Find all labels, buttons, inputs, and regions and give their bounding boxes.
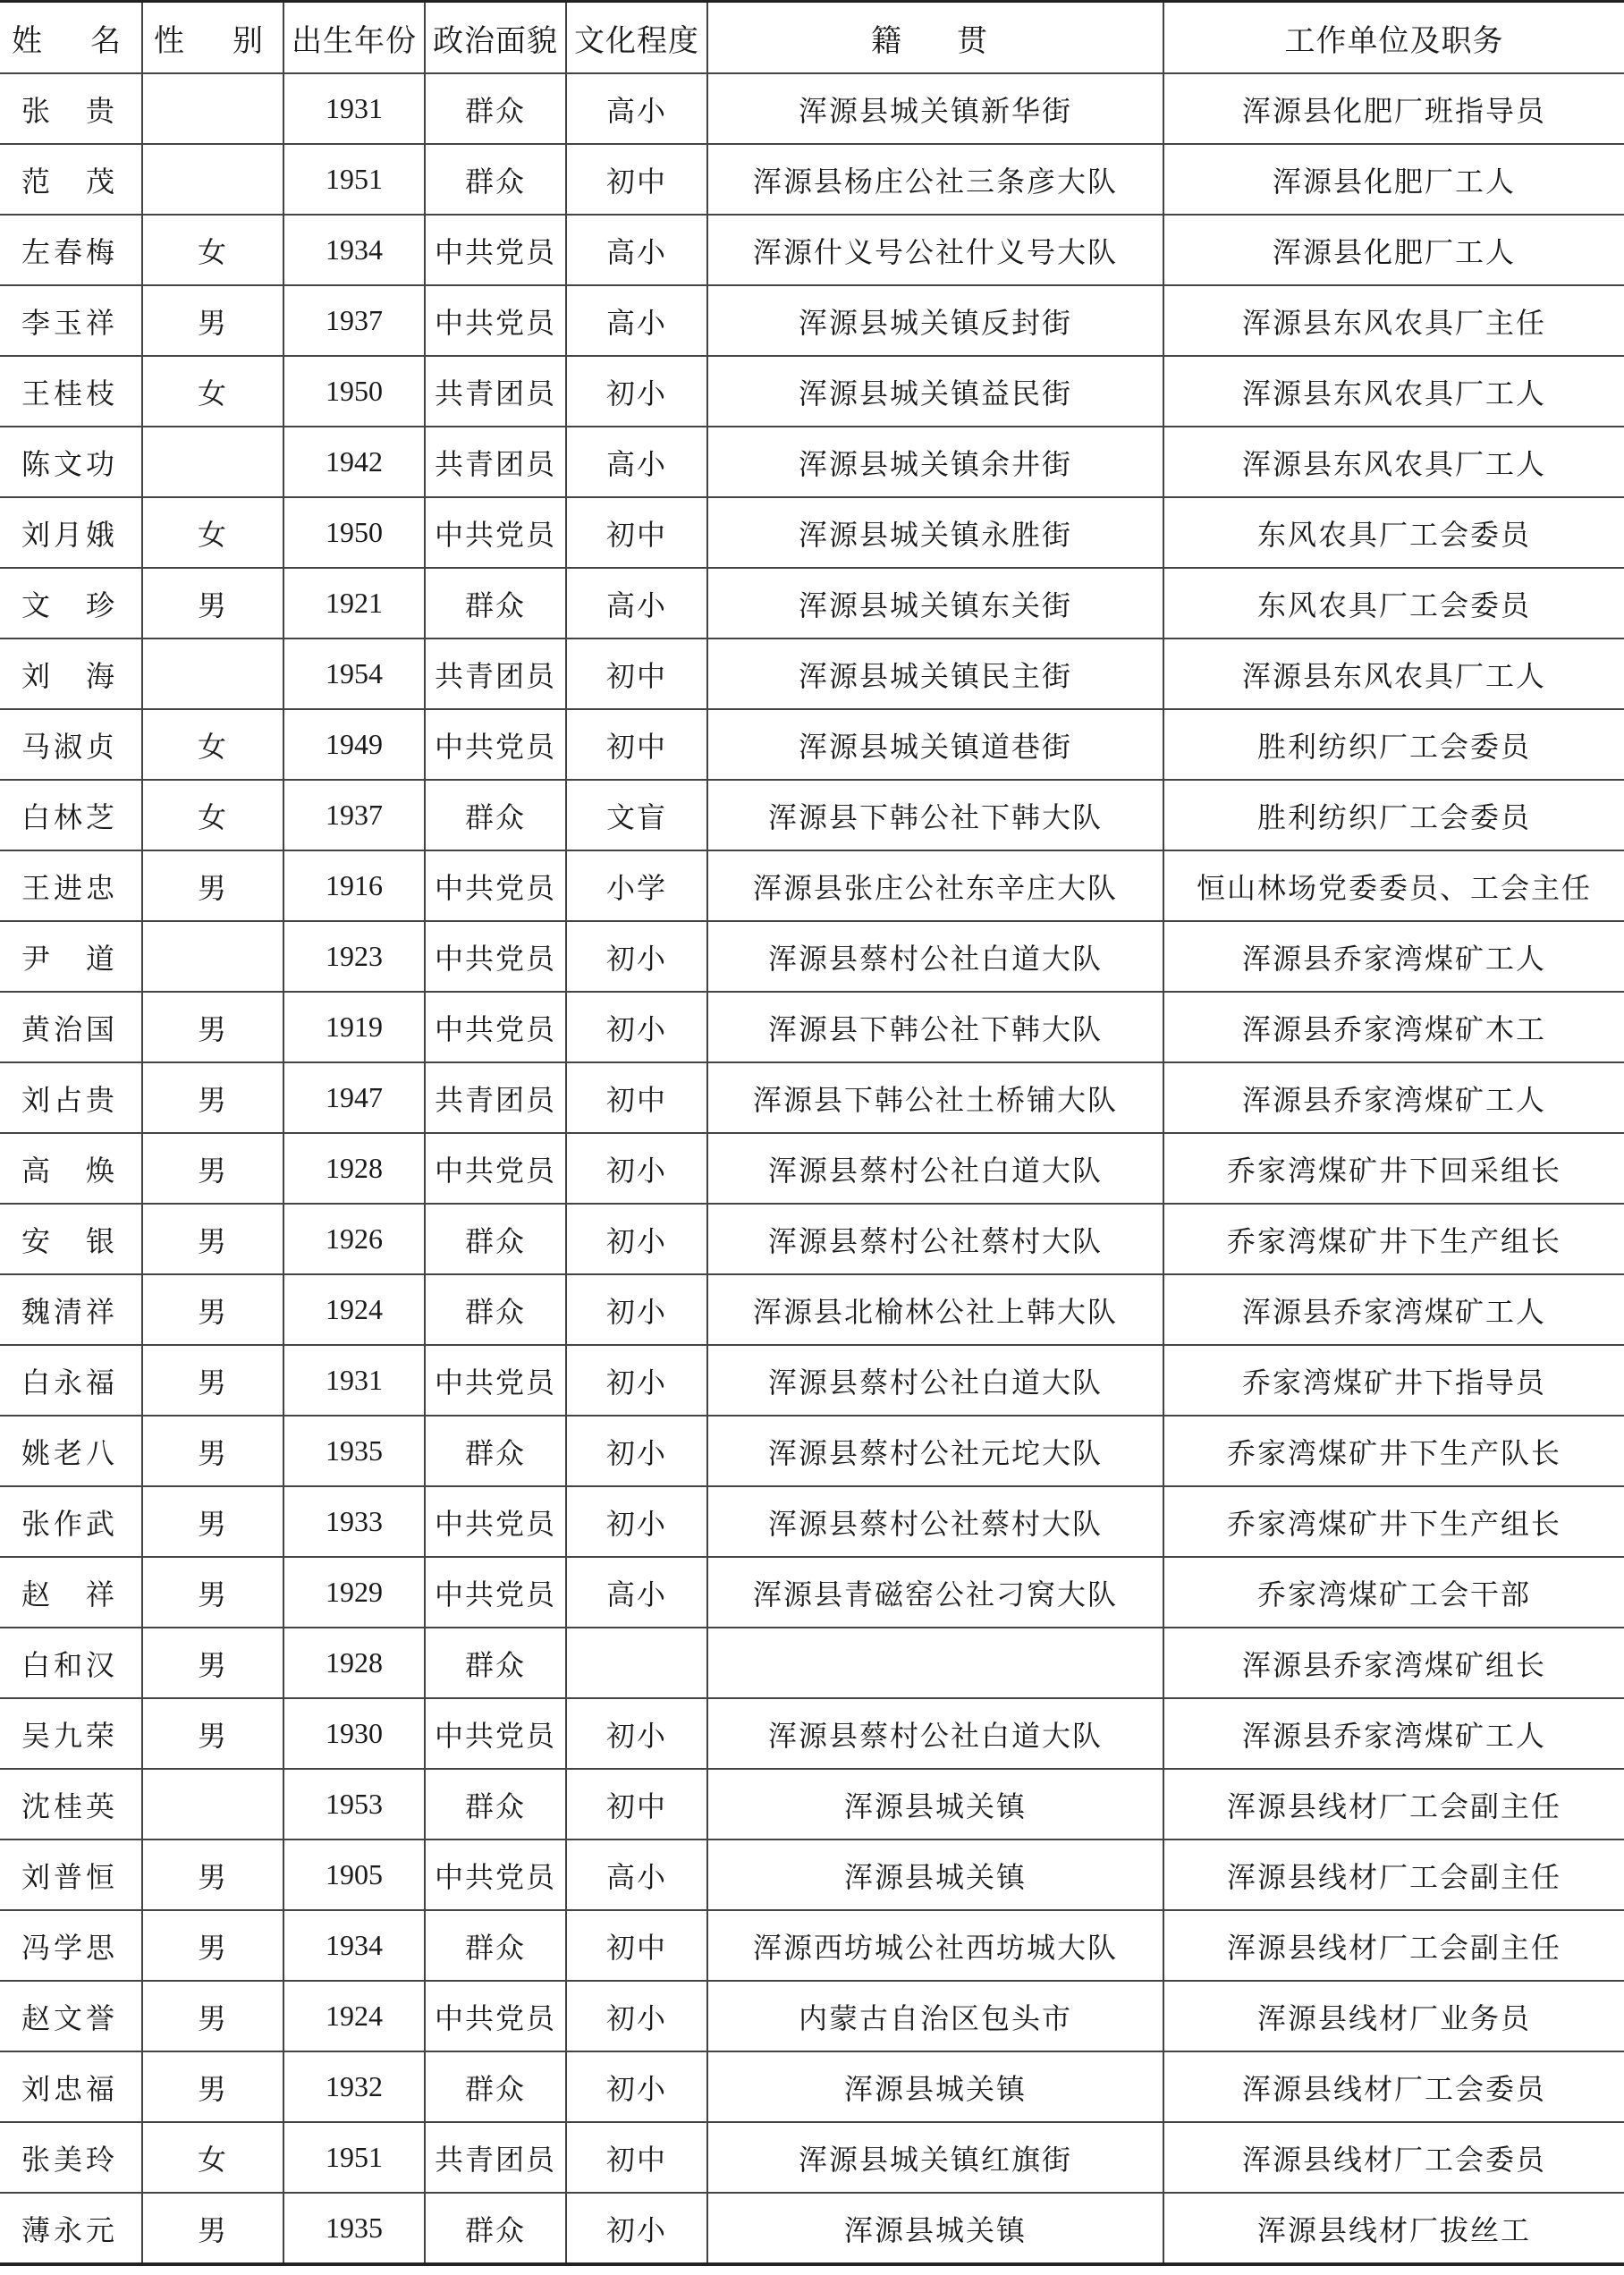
- table-row: [0, 1628, 1624, 1698]
- cell-gender: 女: [142, 215, 283, 285]
- cell-gender: 男: [142, 1698, 283, 1769]
- cell-political-status: 中共党员: [425, 992, 566, 1062]
- table-row: [0, 639, 1624, 709]
- cell-gender: 男: [142, 1133, 283, 1204]
- cell-gender: 男: [142, 1274, 283, 1345]
- cell-native-place: 浑源县城关镇: [707, 1839, 1163, 1910]
- cell-workplace-position: 恒山林场党委委员、工会主任: [1163, 850, 1624, 921]
- cell-education: 初小: [566, 1698, 707, 1769]
- cell-workplace-position: 浑源县线材厂工会副主任: [1163, 1839, 1624, 1910]
- cell-name: 吴九荣: [0, 1698, 142, 1769]
- cell-workplace-position: 浑源县乔家湾煤矿木工: [1163, 992, 1624, 1062]
- cell-birth-year: 1934: [283, 215, 425, 285]
- cell-name: 赵 祥: [0, 1557, 142, 1628]
- cell-gender: 女: [142, 709, 283, 780]
- cell-political-status: 群众: [425, 1204, 566, 1274]
- cell-birth-year: 1931: [283, 1345, 425, 1416]
- cell-political-status: 共青团员: [425, 427, 566, 497]
- table-row: [0, 427, 1624, 497]
- table-row: [0, 1981, 1624, 2051]
- cell-native-place: 浑源县蔡村公社白道大队: [707, 921, 1163, 992]
- cell-gender: 男: [142, 2193, 283, 2264]
- cell-education: 初小: [566, 1416, 707, 1486]
- cell-name: 范 茂: [0, 144, 142, 215]
- cell-political-status: 群众: [425, 1274, 566, 1345]
- cell-birth-year: 1953: [283, 1769, 425, 1839]
- table-row: [0, 2122, 1624, 2193]
- cell-name: 文 珍: [0, 568, 142, 639]
- cell-native-place: 浑源县城关镇道巷街: [707, 709, 1163, 780]
- cell-education: 初中: [566, 1062, 707, 1133]
- cell-education: 高小: [566, 568, 707, 639]
- cell-birth-year: 1926: [283, 1204, 425, 1274]
- cell-birth-year: 1905: [283, 1839, 425, 1910]
- cell-workplace-position: 乔家湾煤矿井下生产组长: [1163, 1486, 1624, 1557]
- cell-birth-year: 1932: [283, 2051, 425, 2122]
- cell-political-status: 中共党员: [425, 1486, 566, 1557]
- cell-birth-year: 1949: [283, 709, 425, 780]
- cell-gender: 男: [142, 992, 283, 1062]
- cell-education: 初小: [566, 356, 707, 427]
- cell-education: 文盲: [566, 780, 707, 850]
- cell-workplace-position: 浑源县化肥厂工人: [1163, 215, 1624, 285]
- cell-native-place: 浑源县城关镇新华街: [707, 73, 1163, 144]
- cell-name: 张作武: [0, 1486, 142, 1557]
- cell-name: 马淑贞: [0, 709, 142, 780]
- cell-education: 初小: [566, 1981, 707, 2051]
- cell-birth-year: 1947: [283, 1062, 425, 1133]
- table-row: [0, 2193, 1624, 2264]
- cell-education: [566, 1628, 707, 1698]
- cell-native-place: 浑源县蔡村公社白道大队: [707, 1345, 1163, 1416]
- cell-workplace-position: 胜利纺织厂工会委员: [1163, 709, 1624, 780]
- cell-native-place: 浑源县蔡村公社白道大队: [707, 1133, 1163, 1204]
- table-row: [0, 1910, 1624, 1981]
- cell-political-status: 中共党员: [425, 1698, 566, 1769]
- cell-birth-year: 1935: [283, 2193, 425, 2264]
- cell-gender: [142, 73, 283, 144]
- cell-birth-year: 1942: [283, 427, 425, 497]
- cell-gender: 男: [142, 1204, 283, 1274]
- cell-political-status: 群众: [425, 2051, 566, 2122]
- cell-workplace-position: 浑源县东风农具厂工人: [1163, 356, 1624, 427]
- cell-birth-year: 1924: [283, 1981, 425, 2051]
- cell-workplace-position: 浑源县线材厂工会委员: [1163, 2051, 1624, 2122]
- table-row: [0, 1133, 1624, 1204]
- cell-native-place: 浑源县城关镇反封街: [707, 285, 1163, 356]
- cell-workplace-position: 浑源县化肥厂工人: [1163, 144, 1624, 215]
- header-birth-year: 出生年份: [283, 2, 425, 74]
- cell-gender: 男: [142, 850, 283, 921]
- header-education: 文化程度: [566, 2, 707, 74]
- cell-education: 初小: [566, 1133, 707, 1204]
- cell-workplace-position: 浑源县乔家湾煤矿组长: [1163, 1628, 1624, 1698]
- cell-political-status: 中共党员: [425, 1345, 566, 1416]
- header-gender: 性 别: [142, 2, 283, 74]
- cell-gender: 男: [142, 1910, 283, 1981]
- table-row: [0, 1486, 1624, 1557]
- cell-name: 王桂枝: [0, 356, 142, 427]
- cell-birth-year: 1924: [283, 1274, 425, 1345]
- cell-native-place: 浑源县城关镇: [707, 2051, 1163, 2122]
- cell-workplace-position: 浑源县东风农具厂工人: [1163, 427, 1624, 497]
- cell-name: 沈桂英: [0, 1769, 142, 1839]
- cell-political-status: 中共党员: [425, 1133, 566, 1204]
- cell-political-status: 共青团员: [425, 2122, 566, 2193]
- cell-native-place: 浑源县蔡村公社元坨大队: [707, 1416, 1163, 1486]
- cell-gender: 男: [142, 1416, 283, 1486]
- cell-gender: [142, 921, 283, 992]
- cell-education: 初中: [566, 709, 707, 780]
- cell-name: 白林芝: [0, 780, 142, 850]
- table-row: [0, 709, 1624, 780]
- cell-education: 小学: [566, 850, 707, 921]
- cell-workplace-position: 乔家湾煤矿工会干部: [1163, 1557, 1624, 1628]
- table-row: [0, 285, 1624, 356]
- cell-political-status: 群众: [425, 780, 566, 850]
- table-row: [0, 921, 1624, 992]
- cell-gender: 男: [142, 1345, 283, 1416]
- cell-workplace-position: 浑源县线材厂工会副主任: [1163, 1910, 1624, 1981]
- cell-gender: 男: [142, 1981, 283, 2051]
- cell-education: 初小: [566, 1486, 707, 1557]
- cell-name: 高 焕: [0, 1133, 142, 1204]
- table-row: [0, 992, 1624, 1062]
- cell-native-place: 浑源县城关镇永胜街: [707, 497, 1163, 568]
- cell-gender: 男: [142, 2051, 283, 2122]
- cell-name: 黄治国: [0, 992, 142, 1062]
- table-row: [0, 2051, 1624, 2122]
- cell-native-place: 浑源县城关镇东关街: [707, 568, 1163, 639]
- cell-education: 高小: [566, 285, 707, 356]
- cell-gender: 男: [142, 1628, 283, 1698]
- cell-birth-year: 1954: [283, 639, 425, 709]
- table-body: [0, 73, 1624, 2264]
- cell-native-place: 浑源西坊城公社西坊城大队: [707, 1910, 1163, 1981]
- cell-education: 初中: [566, 497, 707, 568]
- cell-education: 高小: [566, 1839, 707, 1910]
- cell-workplace-position: 浑源县线材厂工会副主任: [1163, 1769, 1624, 1839]
- cell-gender: 女: [142, 497, 283, 568]
- header-native-place: 籍 贯: [707, 2, 1163, 74]
- table-row: [0, 215, 1624, 285]
- cell-political-status: 中共党员: [425, 1557, 566, 1628]
- cell-name: 刘占贵: [0, 1062, 142, 1133]
- cell-name: 刘月娥: [0, 497, 142, 568]
- table-row: [0, 1274, 1624, 1345]
- cell-native-place: 浑源县北榆林公社上韩大队: [707, 1274, 1163, 1345]
- table-row: [0, 568, 1624, 639]
- cell-education: 初中: [566, 2122, 707, 2193]
- cell-birth-year: 1951: [283, 144, 425, 215]
- cell-birth-year: 1937: [283, 285, 425, 356]
- cell-birth-year: 1923: [283, 921, 425, 992]
- table-header-row: [0, 2, 1624, 74]
- table-row: [0, 1557, 1624, 1628]
- cell-workplace-position: 浑源县化肥厂班指导员: [1163, 73, 1624, 144]
- table-row: [0, 1839, 1624, 1910]
- cell-name: 尹 道: [0, 921, 142, 992]
- cell-education: 初小: [566, 1274, 707, 1345]
- cell-birth-year: 1916: [283, 850, 425, 921]
- cell-name: 冯学思: [0, 1910, 142, 1981]
- cell-workplace-position: 浑源县线材厂业务员: [1163, 1981, 1624, 2051]
- cell-education: 高小: [566, 73, 707, 144]
- cell-birth-year: 1930: [283, 1698, 425, 1769]
- table-row: [0, 144, 1624, 215]
- cell-gender: [142, 1769, 283, 1839]
- cell-gender: [142, 639, 283, 709]
- cell-name: 左春梅: [0, 215, 142, 285]
- cell-political-status: 中共党员: [425, 850, 566, 921]
- cell-native-place: 浑源县城关镇余井街: [707, 427, 1163, 497]
- cell-education: 高小: [566, 427, 707, 497]
- cell-gender: 女: [142, 780, 283, 850]
- cell-birth-year: 1935: [283, 1416, 425, 1486]
- cell-political-status: 中共党员: [425, 1839, 566, 1910]
- cell-native-place: 浑源县张庄公社东辛庄大队: [707, 850, 1163, 921]
- cell-birth-year: 1933: [283, 1486, 425, 1557]
- cell-workplace-position: 浑源县东风农具厂工人: [1163, 639, 1624, 709]
- cell-name: 刘 海: [0, 639, 142, 709]
- cell-gender: 男: [142, 1486, 283, 1557]
- cell-native-place: 浑源县城关镇民主街: [707, 639, 1163, 709]
- cell-name: 李玉祥: [0, 285, 142, 356]
- cell-name: 张美玲: [0, 2122, 142, 2193]
- cell-gender: 女: [142, 356, 283, 427]
- table-row: [0, 1698, 1624, 1769]
- cell-workplace-position: 浑源县乔家湾煤矿工人: [1163, 1274, 1624, 1345]
- cell-name: 刘普恒: [0, 1839, 142, 1910]
- cell-native-place: 浑源县蔡村公社蔡村大队: [707, 1486, 1163, 1557]
- cell-name: 白永福: [0, 1345, 142, 1416]
- cell-political-status: 群众: [425, 1769, 566, 1839]
- cell-name: 王进忠: [0, 850, 142, 921]
- table-row: [0, 356, 1624, 427]
- cell-education: 初小: [566, 2193, 707, 2264]
- cell-education: 初小: [566, 921, 707, 992]
- cell-name: 张 贵: [0, 73, 142, 144]
- cell-name: 赵文誉: [0, 1981, 142, 2051]
- cell-native-place: 内蒙古自治区包头市: [707, 1981, 1163, 2051]
- cell-birth-year: 1929: [283, 1557, 425, 1628]
- cell-political-status: 共青团员: [425, 639, 566, 709]
- cell-name: 白和汉: [0, 1628, 142, 1698]
- cell-native-place: 浑源县下韩公社下韩大队: [707, 780, 1163, 850]
- cell-gender: [142, 144, 283, 215]
- cell-workplace-position: 浑源县乔家湾煤矿工人: [1163, 921, 1624, 992]
- cell-education: 初中: [566, 1769, 707, 1839]
- cell-workplace-position: 乔家湾煤矿井下生产组长: [1163, 1204, 1624, 1274]
- cell-birth-year: 1931: [283, 73, 425, 144]
- cell-birth-year: 1951: [283, 2122, 425, 2193]
- cell-political-status: 群众: [425, 1628, 566, 1698]
- cell-political-status: 群众: [425, 568, 566, 639]
- cell-birth-year: 1921: [283, 568, 425, 639]
- table-row: [0, 1062, 1624, 1133]
- cell-birth-year: 1934: [283, 1910, 425, 1981]
- cell-education: 初小: [566, 992, 707, 1062]
- cell-native-place: 浑源县杨庄公社三条彦大队: [707, 144, 1163, 215]
- cell-name: 陈文功: [0, 427, 142, 497]
- cell-birth-year: 1937: [283, 780, 425, 850]
- table-row: [0, 1416, 1624, 1486]
- cell-education: 初小: [566, 1345, 707, 1416]
- table-row: [0, 497, 1624, 568]
- header-workplace-position: 工作单位及职务: [1163, 2, 1624, 74]
- cell-native-place: 浑源县青磁窑公社刁窝大队: [707, 1557, 1163, 1628]
- cell-workplace-position: 乔家湾煤矿井下生产队长: [1163, 1416, 1624, 1486]
- header-political-status: 政治面貌: [425, 2, 566, 74]
- cell-native-place: 浑源县下韩公社土桥铺大队: [707, 1062, 1163, 1133]
- cell-gender: 男: [142, 285, 283, 356]
- cell-workplace-position: 浑源县乔家湾煤矿工人: [1163, 1062, 1624, 1133]
- cell-name: 魏清祥: [0, 1274, 142, 1345]
- cell-gender: 男: [142, 568, 283, 639]
- cell-native-place: 浑源县城关镇: [707, 2193, 1163, 2264]
- cell-birth-year: 1950: [283, 356, 425, 427]
- cell-gender: 男: [142, 1557, 283, 1628]
- cell-political-status: 共青团员: [425, 356, 566, 427]
- table-row: [0, 850, 1624, 921]
- cell-political-status: 群众: [425, 1910, 566, 1981]
- cell-workplace-position: 浑源县线材厂工会委员: [1163, 2122, 1624, 2193]
- cell-birth-year: 1928: [283, 1133, 425, 1204]
- cell-native-place: 浑源县下韩公社下韩大队: [707, 992, 1163, 1062]
- cell-native-place: 浑源什义号公社什义号大队: [707, 215, 1163, 285]
- cell-workplace-position: 乔家湾煤矿井下回采组长: [1163, 1133, 1624, 1204]
- cell-education: 初中: [566, 144, 707, 215]
- table-row: [0, 780, 1624, 850]
- cell-education: 初小: [566, 2051, 707, 2122]
- cell-political-status: 群众: [425, 73, 566, 144]
- cell-gender: 女: [142, 2122, 283, 2193]
- table-row: [0, 1345, 1624, 1416]
- cell-gender: 男: [142, 1062, 283, 1133]
- cell-native-place: 浑源县城关镇益民街: [707, 356, 1163, 427]
- cell-education: 高小: [566, 215, 707, 285]
- cell-political-status: 中共党员: [425, 709, 566, 780]
- cell-name: 姚老八: [0, 1416, 142, 1486]
- cell-birth-year: 1950: [283, 497, 425, 568]
- cell-political-status: 群众: [425, 1416, 566, 1486]
- cell-workplace-position: 东风农具厂工会委员: [1163, 568, 1624, 639]
- cell-workplace-position: 浑源县乔家湾煤矿工人: [1163, 1698, 1624, 1769]
- cell-name: 薄永元: [0, 2193, 142, 2264]
- cell-political-status: 中共党员: [425, 921, 566, 992]
- cell-education: 初中: [566, 1910, 707, 1981]
- cell-native-place: 浑源县蔡村公社蔡村大队: [707, 1204, 1163, 1274]
- cell-political-status: 中共党员: [425, 285, 566, 356]
- table-row: [0, 73, 1624, 144]
- cell-native-place: 浑源县蔡村公社白道大队: [707, 1698, 1163, 1769]
- cell-name: 安 银: [0, 1204, 142, 1274]
- cell-gender: 男: [142, 1839, 283, 1910]
- cell-workplace-position: 浑源县东风农具厂主任: [1163, 285, 1624, 356]
- cell-education: 初中: [566, 639, 707, 709]
- cell-political-status: 群众: [425, 144, 566, 215]
- cell-political-status: 群众: [425, 2193, 566, 2264]
- cell-native-place: 浑源县城关镇: [707, 1769, 1163, 1839]
- cell-education: 初小: [566, 1204, 707, 1274]
- cell-gender: [142, 427, 283, 497]
- cell-workplace-position: 乔家湾煤矿井下指导员: [1163, 1345, 1624, 1416]
- cell-political-status: 中共党员: [425, 497, 566, 568]
- cell-education: 高小: [566, 1557, 707, 1628]
- cell-political-status: 共青团员: [425, 1062, 566, 1133]
- table-row: [0, 1204, 1624, 1274]
- cell-birth-year: 1928: [283, 1628, 425, 1698]
- cell-workplace-position: 东风农具厂工会委员: [1163, 497, 1624, 568]
- header-name: 姓 名: [0, 2, 142, 74]
- cell-native-place: [707, 1628, 1163, 1698]
- cell-workplace-position: 浑源县线材厂拔丝工: [1163, 2193, 1624, 2264]
- cell-political-status: 中共党员: [425, 215, 566, 285]
- cell-workplace-position: 胜利纺织厂工会委员: [1163, 780, 1624, 850]
- table-row: [0, 1769, 1624, 1839]
- cell-name: 刘忠福: [0, 2051, 142, 2122]
- cell-native-place: 浑源县城关镇红旗街: [707, 2122, 1163, 2193]
- cell-birth-year: 1919: [283, 992, 425, 1062]
- cell-political-status: 中共党员: [425, 1981, 566, 2051]
